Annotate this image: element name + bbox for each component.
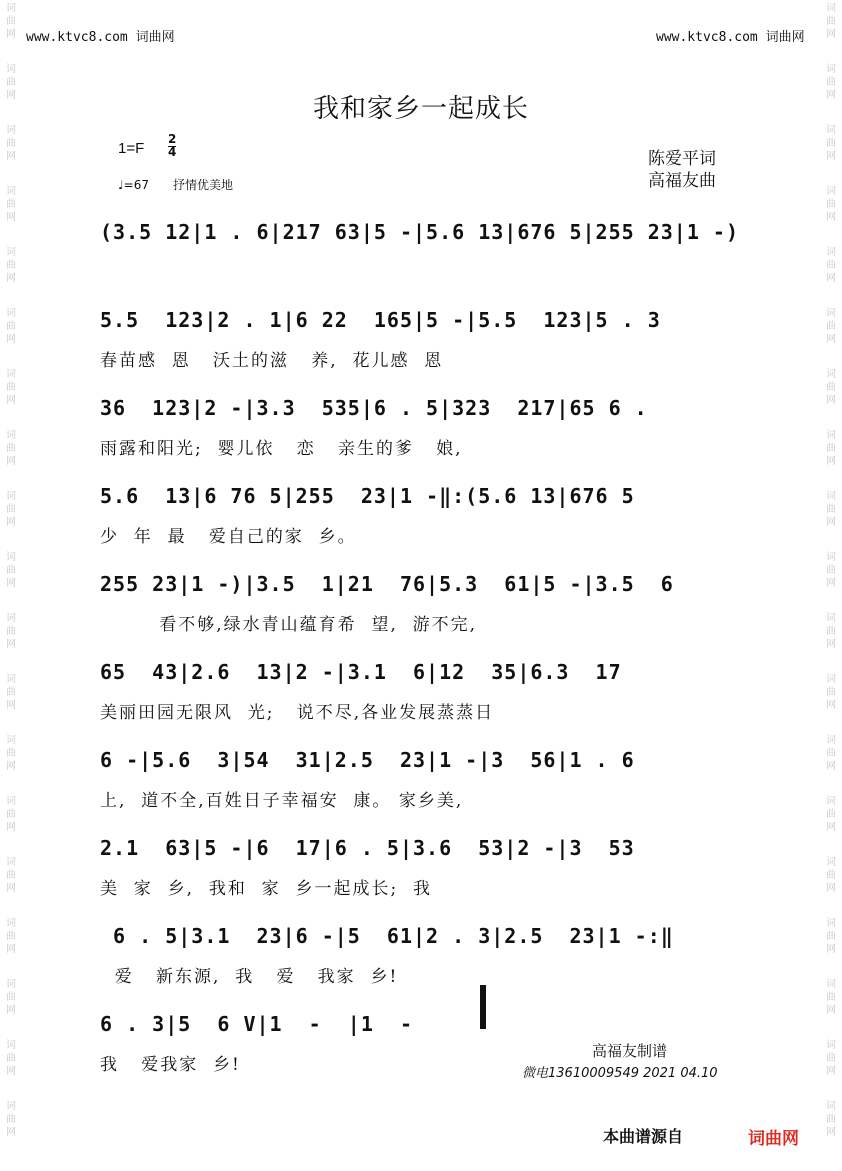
watermark-text: 词 曲 网 <box>826 857 836 894</box>
watermark-text: 词 曲 网 <box>6 125 16 162</box>
lyrics-line: 美丽田园无限风 光; 说不尽,各业发展蒸蒸日 <box>100 703 495 723</box>
site-name-right: 词曲网 <box>765 30 805 45</box>
lyrics-line: 我 爱我家 乡! <box>100 1055 241 1075</box>
watermark-text: 词 曲 网 <box>6 979 16 1016</box>
watermark-text: 词 曲 网 <box>6 857 16 894</box>
watermark-text: 词 曲 网 <box>826 674 836 711</box>
watermark-text: 词 曲 网 <box>826 247 836 284</box>
song-title: 我和家乡一起成长 <box>312 94 529 124</box>
watermark-text: 词 曲 网 <box>826 491 836 528</box>
final-barline <box>480 985 486 1029</box>
watermark-text: 词 曲 网 <box>826 979 836 1016</box>
watermark-text: 词 曲 网 <box>826 64 836 101</box>
notation-line: 6 . 5|3.1 23|6 -|5 61|2 . 3|2.5 23|1 -:‖ <box>100 924 674 948</box>
notation-line: 36 123|2 -|3.3 535|6 . 5|323 217|65 6 . <box>100 396 648 420</box>
lyrics-line: 看不够,绿水青山蕴育希 望, 游不完, <box>100 615 478 635</box>
site-name-left: 词曲网 <box>135 30 175 45</box>
lyrics-line: 美 家 乡, 我和 家 乡一起成长; 我 <box>100 879 432 899</box>
key-signature: 1=F <box>118 140 145 157</box>
source-label: 本曲谱源自 <box>603 1127 684 1146</box>
watermark-text: 词 曲 网 <box>6 491 16 528</box>
notation-line: 5.6 13|6 76 5|255 23|1 -‖:(5.6 13|676 5 <box>100 484 635 508</box>
notation-line: 6 . 3|5 6 V|1 - |1 - <box>100 1012 413 1036</box>
watermark-text: 词 曲 网 <box>826 186 836 223</box>
lyrics-line: 春苗感 恩 沃土的滋 养, 花儿感 恩 <box>100 351 444 371</box>
lyrics-line: 雨露和阳光; 婴儿依 恋 亲生的爹 娘, <box>100 439 463 459</box>
time-signature-top: 2 <box>168 132 177 146</box>
watermark-text: 词 曲 网 <box>6 796 16 833</box>
watermark-text: 词 曲 网 <box>6 369 16 406</box>
lyrics-line: 爱 新东源, 我 爱 我家 乡! <box>100 967 399 987</box>
lyricist: 陈爱平词 <box>648 149 716 169</box>
watermark-text: 词 曲 网 <box>826 918 836 955</box>
tempo-marking: ♩=67 抒情优美地 <box>118 178 233 192</box>
watermark-text: 词 曲 网 <box>6 1101 16 1138</box>
site-url-left-text: www.ktvc8.com <box>26 30 128 45</box>
notation-line: 5.5 123|2 . 1|6 22 165|5 -|5.5 123|5 . 3 <box>100 308 661 332</box>
watermark-text: 词 曲 网 <box>6 1040 16 1077</box>
watermark-text: 词 曲 网 <box>826 1101 836 1138</box>
watermark-text: 词 曲 网 <box>6 735 16 772</box>
watermark-text: 词 曲 网 <box>6 64 16 101</box>
site-url-right-text: www.ktvc8.com <box>656 30 758 45</box>
notation-line: 255 23|1 -)|3.5 1|21 76|5.3 61|5 -|3.5 6 <box>100 572 674 596</box>
time-signature <box>168 134 176 158</box>
watermark-text: 词 曲 网 <box>826 369 836 406</box>
site-url-right[interactable] <box>656 26 805 45</box>
credits <box>648 148 716 192</box>
watermark-text: 词 曲 网 <box>6 3 16 40</box>
watermark-text: 词 曲 网 <box>6 613 16 650</box>
watermark-text: 词 曲 网 <box>6 247 16 284</box>
score-maker: 高福友制谱 <box>592 1042 668 1060</box>
lyrics-line: 上, 道不全,百姓日子幸福安 康。 家乡美, <box>100 791 464 811</box>
source-logo[interactable]: 词曲网 <box>748 1129 799 1149</box>
watermark-text: 词 曲 网 <box>6 674 16 711</box>
watermark-text: 词 曲 网 <box>826 735 836 772</box>
watermark-text: 词 曲 网 <box>6 552 16 589</box>
composer: 高福友曲 <box>648 171 716 191</box>
watermark-text: 词 曲 网 <box>6 308 16 345</box>
lyrics-line: 少 年 最 爱自己的家 乡。 <box>100 527 357 547</box>
watermark-text: 词 曲 网 <box>826 308 836 345</box>
notation-line: 6 -|5.6 3|54 31|2.5 23|1 -|3 56|1 . 6 <box>100 748 635 772</box>
maker-contact: 微电13610009549 2021 04.10 <box>522 1066 718 1081</box>
watermark-text: 词 曲 网 <box>826 125 836 162</box>
watermark-text: 词 曲 网 <box>6 186 16 223</box>
notation-line: 65 43|2.6 13|2 -|3.1 6|12 35|6.3 17 <box>100 660 622 684</box>
time-signature-bottom: 4 <box>168 145 177 159</box>
watermark-text: 词 曲 网 <box>826 430 836 467</box>
watermark-text: 词 曲 网 <box>826 613 836 650</box>
watermark-text: 词 曲 网 <box>826 552 836 589</box>
notation-line: 2.1 63|5 -|6 17|6 . 5|3.6 53|2 -|3 53 <box>100 836 635 860</box>
notation-line: (3.5 12|1 . 6|217 63|5 -|5.6 13|676 5|255 23|1 -) <box>100 220 740 244</box>
watermark-text: 词 曲 网 <box>6 430 16 467</box>
watermark-text: 词 曲 网 <box>6 918 16 955</box>
watermark-text: 词 曲 网 <box>826 796 836 833</box>
watermark-text: 词 曲 网 <box>826 1040 836 1077</box>
site-url-left[interactable] <box>26 26 175 45</box>
watermark-text: 词 曲 网 <box>826 3 836 40</box>
